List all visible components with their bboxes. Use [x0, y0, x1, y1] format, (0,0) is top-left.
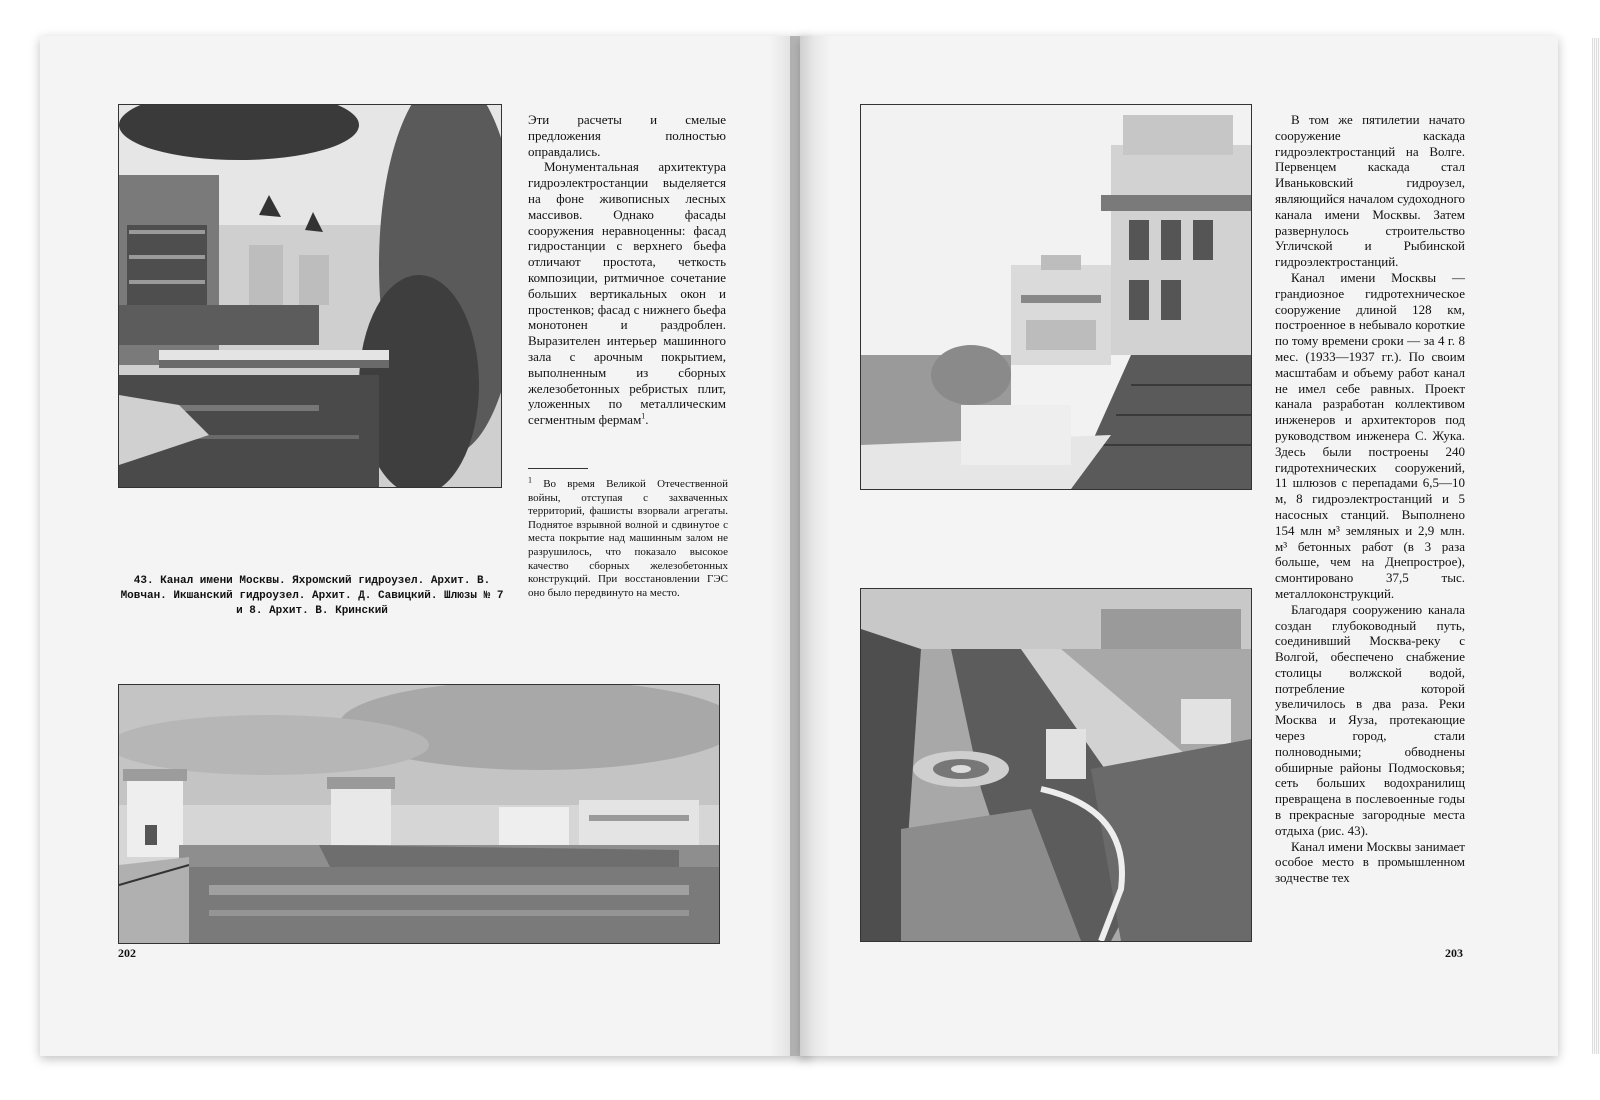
left-body-text	[528, 112, 726, 428]
photo-locks-7-8-panorama	[118, 684, 720, 944]
paragraph-text: Монументальная архитектура гидроэлектростанции выделяется на фоне живописных лесных массивов. Однако фасады сооружения неравноценны: фасад гидростанции с верхнего бьефа отличают простота, четкость композиции, ритмичное сочетание больших вертикальных окон и простенков; фасад с нижнего бьефа монотонен и раздроблен. Выразителен интерьер машинного зала с арочным покрытием, выполненным из сборных железобетонных ребристых плит, уложенных по металлическим сегментным фермам	[528, 159, 726, 428]
photo-canal-aerial	[860, 588, 1252, 942]
right-page	[800, 36, 1558, 1056]
paragraph: Монументальная архитектура гидроэлектростанции выделяется на фоне живописных лесных массивов. Однако фасады сооружения неравноценны: фасад гидростанции с верхнего бьефа отличают простота, четкость композиции, ритмичное сочетание больших вертикальных окон и простенков; фасад с нижнего бьефа монотонен и раздроблен. Выразителен интерьер машинного зала с арочным покрытием, выполненным из сборных железобетонных ребристых плит, уложенных по металлическим сегментным фермам$^1$.	[528, 159, 726, 428]
footnote-number: 1	[528, 475, 532, 485]
right-body-text	[1275, 112, 1465, 886]
page-number: 203	[1445, 946, 1463, 960]
photo-hydro-tower	[860, 104, 1252, 490]
footnote-rule	[528, 468, 588, 469]
figure-caption: 43. Канал имени Москвы. Яхромский гидроузел. Архит. В. Мовчан. Икшанский гидроузел. Архит. Д. Савицкий. Шлюзы № 7 и 8. Архит. В. Кринский	[120, 575, 504, 617]
paragraph: Канал имени Москвы занимает особое место в промышленном зодчестве тех	[1275, 838, 1465, 886]
page-edges	[1592, 38, 1600, 1054]
paragraph: Благодаря сооружению канала создан глубоководный путь, соединивший Москва-реку с Волгой, обеспечено снабжение столицы волжской водой, потребление которой увеличилось в два раза. Реки Москва и Яуза, протекающие через город, стали полноводными; обводнены обширные районы Подмосковья; сеть больших водохранилищ превращена в послевоенные годы в прекрасные загородные места отдыха (рис. 43).	[1275, 601, 1465, 838]
footnote-marker: 1	[641, 411, 646, 421]
paragraph: Канал имени Москвы — грандиозное гидротехническое сооружение длиной 128 км, построенное в небывало короткие по тому времени сроки — за 4 г. 8 мес. (1933—1937 гг.). По своим масштабам и объему работ канал не имел себе равных. Проект канала разработан коллективом инженеров и архитекторов под руководством инженера С. Жука. Здесь были построены 240 гидротехнических сооружений, 11 шлюзов с перепадами 6,5—10 м, 8 гидроэлектростанций и 5 насосных станций. Выполнено 154 млн м³ земляных и 2,9 млн. м³ бетонных работ (в 3 раза больше, чем на Днепрострое), смонтировано 37,5 тыс. металлоконструкций.	[1275, 269, 1465, 601]
left-page	[40, 36, 810, 1056]
footnote-text: Во время Великой Отечественной войны, отступая с захваченных территорий, фашисты взорвали агрегаты. Поднятое взрывной волной и сдвинутое с места покрытие над машинным залом не разрушилось, что показало высокое качество сборных железобетонных конструкций. При восстановлении ГЭС оно было передвинуто на место.	[528, 478, 728, 599]
page-number: 202	[118, 946, 136, 960]
footnote	[528, 475, 728, 600]
paragraph: В том же пятилетии начато сооружение каскада гидроэлектростанций на Волге. Первенцем каскада стал Иваньковский гидроузел, являющийся началом судоходного канала имени Москвы. Затем развернулось строительство Угличской и Рыбинской гидроэлектростанций.	[1275, 112, 1465, 270]
paragraph: Эти расчеты и смелые предложения полностью оправдались.	[528, 112, 726, 159]
photo-yakhroma-hydro-node	[118, 104, 502, 488]
